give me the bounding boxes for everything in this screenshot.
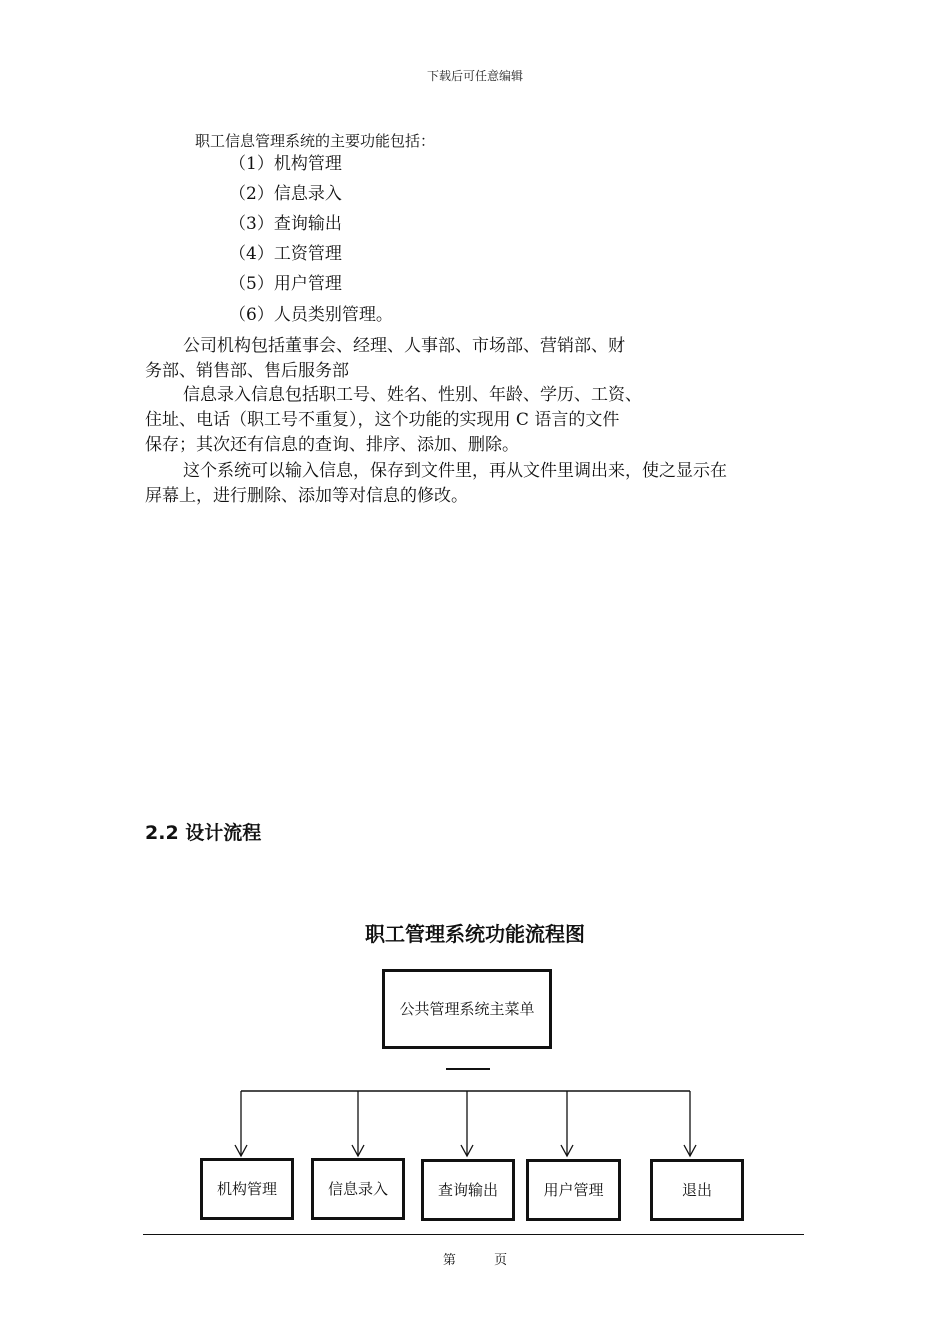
function-item-3: （3）查询输出 <box>229 214 342 234</box>
function-item-6: （6）人员类别管理。 <box>229 305 393 325</box>
function-item-2: （2）信息录入 <box>229 184 342 204</box>
arrow-head-5 <box>684 1145 696 1156</box>
flow-box-input <box>311 1158 405 1220</box>
flow-box-user <box>526 1159 621 1221</box>
input-paragraph-line-1: 信息录入信息包括职工号、姓名、性别、年龄、学历、工资、 <box>183 385 642 405</box>
function-item-5: （5）用户管理 <box>229 274 342 294</box>
page-footer <box>0 1249 950 1268</box>
main-menu-label: 公共管理系统主菜单 <box>399 999 535 1018</box>
input-paragraph-line-3: 保存；其次还有信息的查询、排序、添加、删除。 <box>145 435 519 455</box>
flow-box-user-label: 用户管理 <box>543 1180 604 1199</box>
system-paragraph-line-2: 屏幕上，进行删除、添加等对信息的修改。 <box>145 486 468 506</box>
flow-box-exit-label: 退出 <box>681 1180 712 1199</box>
flow-box-query-label: 查询输出 <box>437 1180 498 1199</box>
footer-left: 第 <box>442 1253 456 1268</box>
org-paragraph-line-1: 公司机构包括董事会、经理、人事部、市场部、营销部、财 <box>183 336 625 356</box>
arrow-head-1 <box>235 1145 247 1156</box>
flow-box-org <box>200 1158 294 1220</box>
section-title: 2.2 设计流程 <box>145 822 262 844</box>
page-header-note: 下载后可任意编辑 <box>426 69 523 83</box>
arrow-head-2 <box>352 1145 364 1156</box>
arrow-head-4 <box>561 1145 573 1156</box>
flow-box-exit <box>650 1159 744 1221</box>
footer-rule <box>143 1234 804 1235</box>
function-item-1: （1）机构管理 <box>229 154 342 174</box>
flow-box-org-label: 机构管理 <box>216 1179 277 1198</box>
footer-right: 页 <box>494 1253 508 1268</box>
org-paragraph-line-2: 务部、销售部、售后服务部 <box>145 361 349 381</box>
system-paragraph-line-1: 这个系统可以输入信息，保存到文件里，再从文件里调出来，使之显示在 <box>183 461 727 481</box>
function-item-4: （4）工资管理 <box>229 244 342 264</box>
arrow-head-3 <box>461 1145 473 1156</box>
main-menu-box <box>382 969 552 1049</box>
input-paragraph-line-2: 住址、电话（职工号不重复），这个功能的实现用 C 语言的文件 <box>145 410 620 430</box>
flow-box-input-label: 信息录入 <box>327 1179 388 1198</box>
flowchart-title: 职工管理系统功能流程图 <box>365 922 585 946</box>
flow-box-query <box>421 1159 515 1221</box>
intro-text: 职工信息管理系统的主要功能包括： <box>195 132 436 150</box>
